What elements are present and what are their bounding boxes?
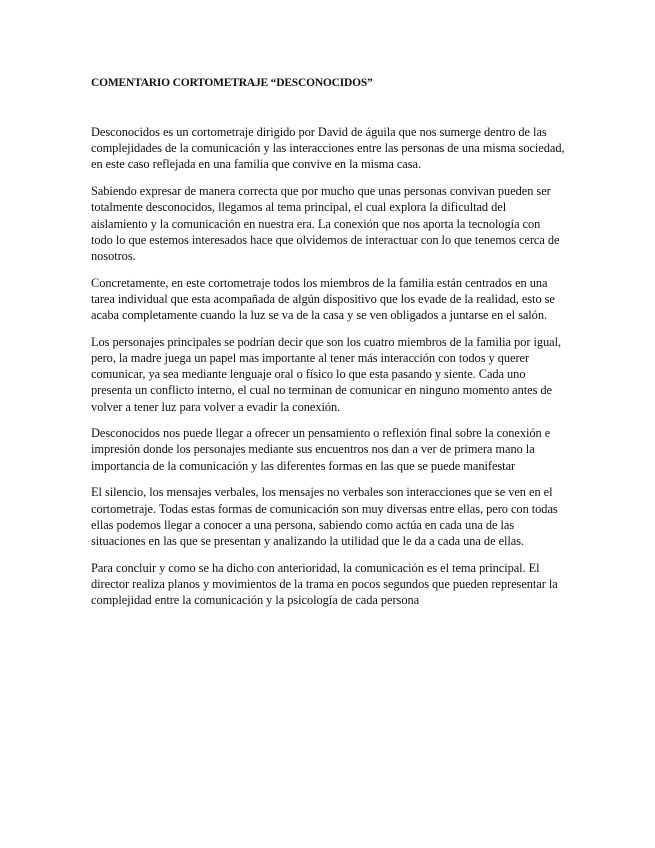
paragraph-4: Los personajes principales se podrían decir que son los cuatro miembros de la familia por igual, pero, la madre juega un papel mas importante al tener más interacción con todos y querer comunicar, ya sea mediante lenguaje oral o físico lo que esta pasando y siente. Cada uno presenta un conflicto interno, el cual no terminan de comunicar en ninguno momento antes de volver a tener luz para volver a evadir la conexión. xyxy=(91,334,562,414)
paragraph-6: El silencio, los mensajes verbales, los mensajes no verbales son interacciones que se ven en el cortometraje. Todas estas formas de comunicación son muy diversas entre ellas, pero con todas ellas podemos llegar a conocer a una persona, sabiendo como actúa en cada una de las situaciones en las que se presentan y analizando la utilidad que le da a cada una de ellas. xyxy=(91,485,558,548)
document-title: COMENTARIO CORTOMETRAJE “DESCONOCIDOS” xyxy=(91,77,373,89)
paragraph-2: Sabiendo expresar de manera correcta que por mucho que unas personas convivan pueden ser totalmente desconocidos, llegamos al tema principal, el cual explora la dificultad del aislamiento y la comunicación en nuestra era. La conexión que nos aporta la tecnología con todo lo que estemos interesados hace que olvidemos de interactuar con lo que tenemos cerca de nosotros. xyxy=(91,184,560,263)
document-page xyxy=(91,76,565,619)
paragraph-5: Desconocidos nos puede llegar a ofrecer un pensamiento o reflexión final sobre la conexión e impresión donde los personajes mediante sus encuentros nos dan a ver de primera mano la importancia de la comunicación y las diferentes formas en las que se puede manifestar xyxy=(91,426,551,473)
paragraph-3: Concretamente, en este cortometraje todos los miembros de la familia están centrados en una tarea individual que esta acompañada de algún dispositivo que los evade de la realidad, esto se acaba completamente cuando la luz se va de la casa y se ven obligados a juntarse en el salón. xyxy=(91,275,555,323)
paragraph-1: Desconocidos es un cortometraje dirigido por David de águila que nos sumerge dentro de las complejidades de la comunicación y las interacciones entre las personas de una misma sociedad, en este caso reflejada en una familia que convive en la misma casa. xyxy=(91,125,565,172)
paragraph-7: Para concluir y como se ha dicho con anterioridad, la comunicación es el tema principal. El director realiza planos y movimientos de la trama en pocos segundos que pueden representar la complejidad entre la comunicación y la psicología de cada persona xyxy=(91,560,558,608)
